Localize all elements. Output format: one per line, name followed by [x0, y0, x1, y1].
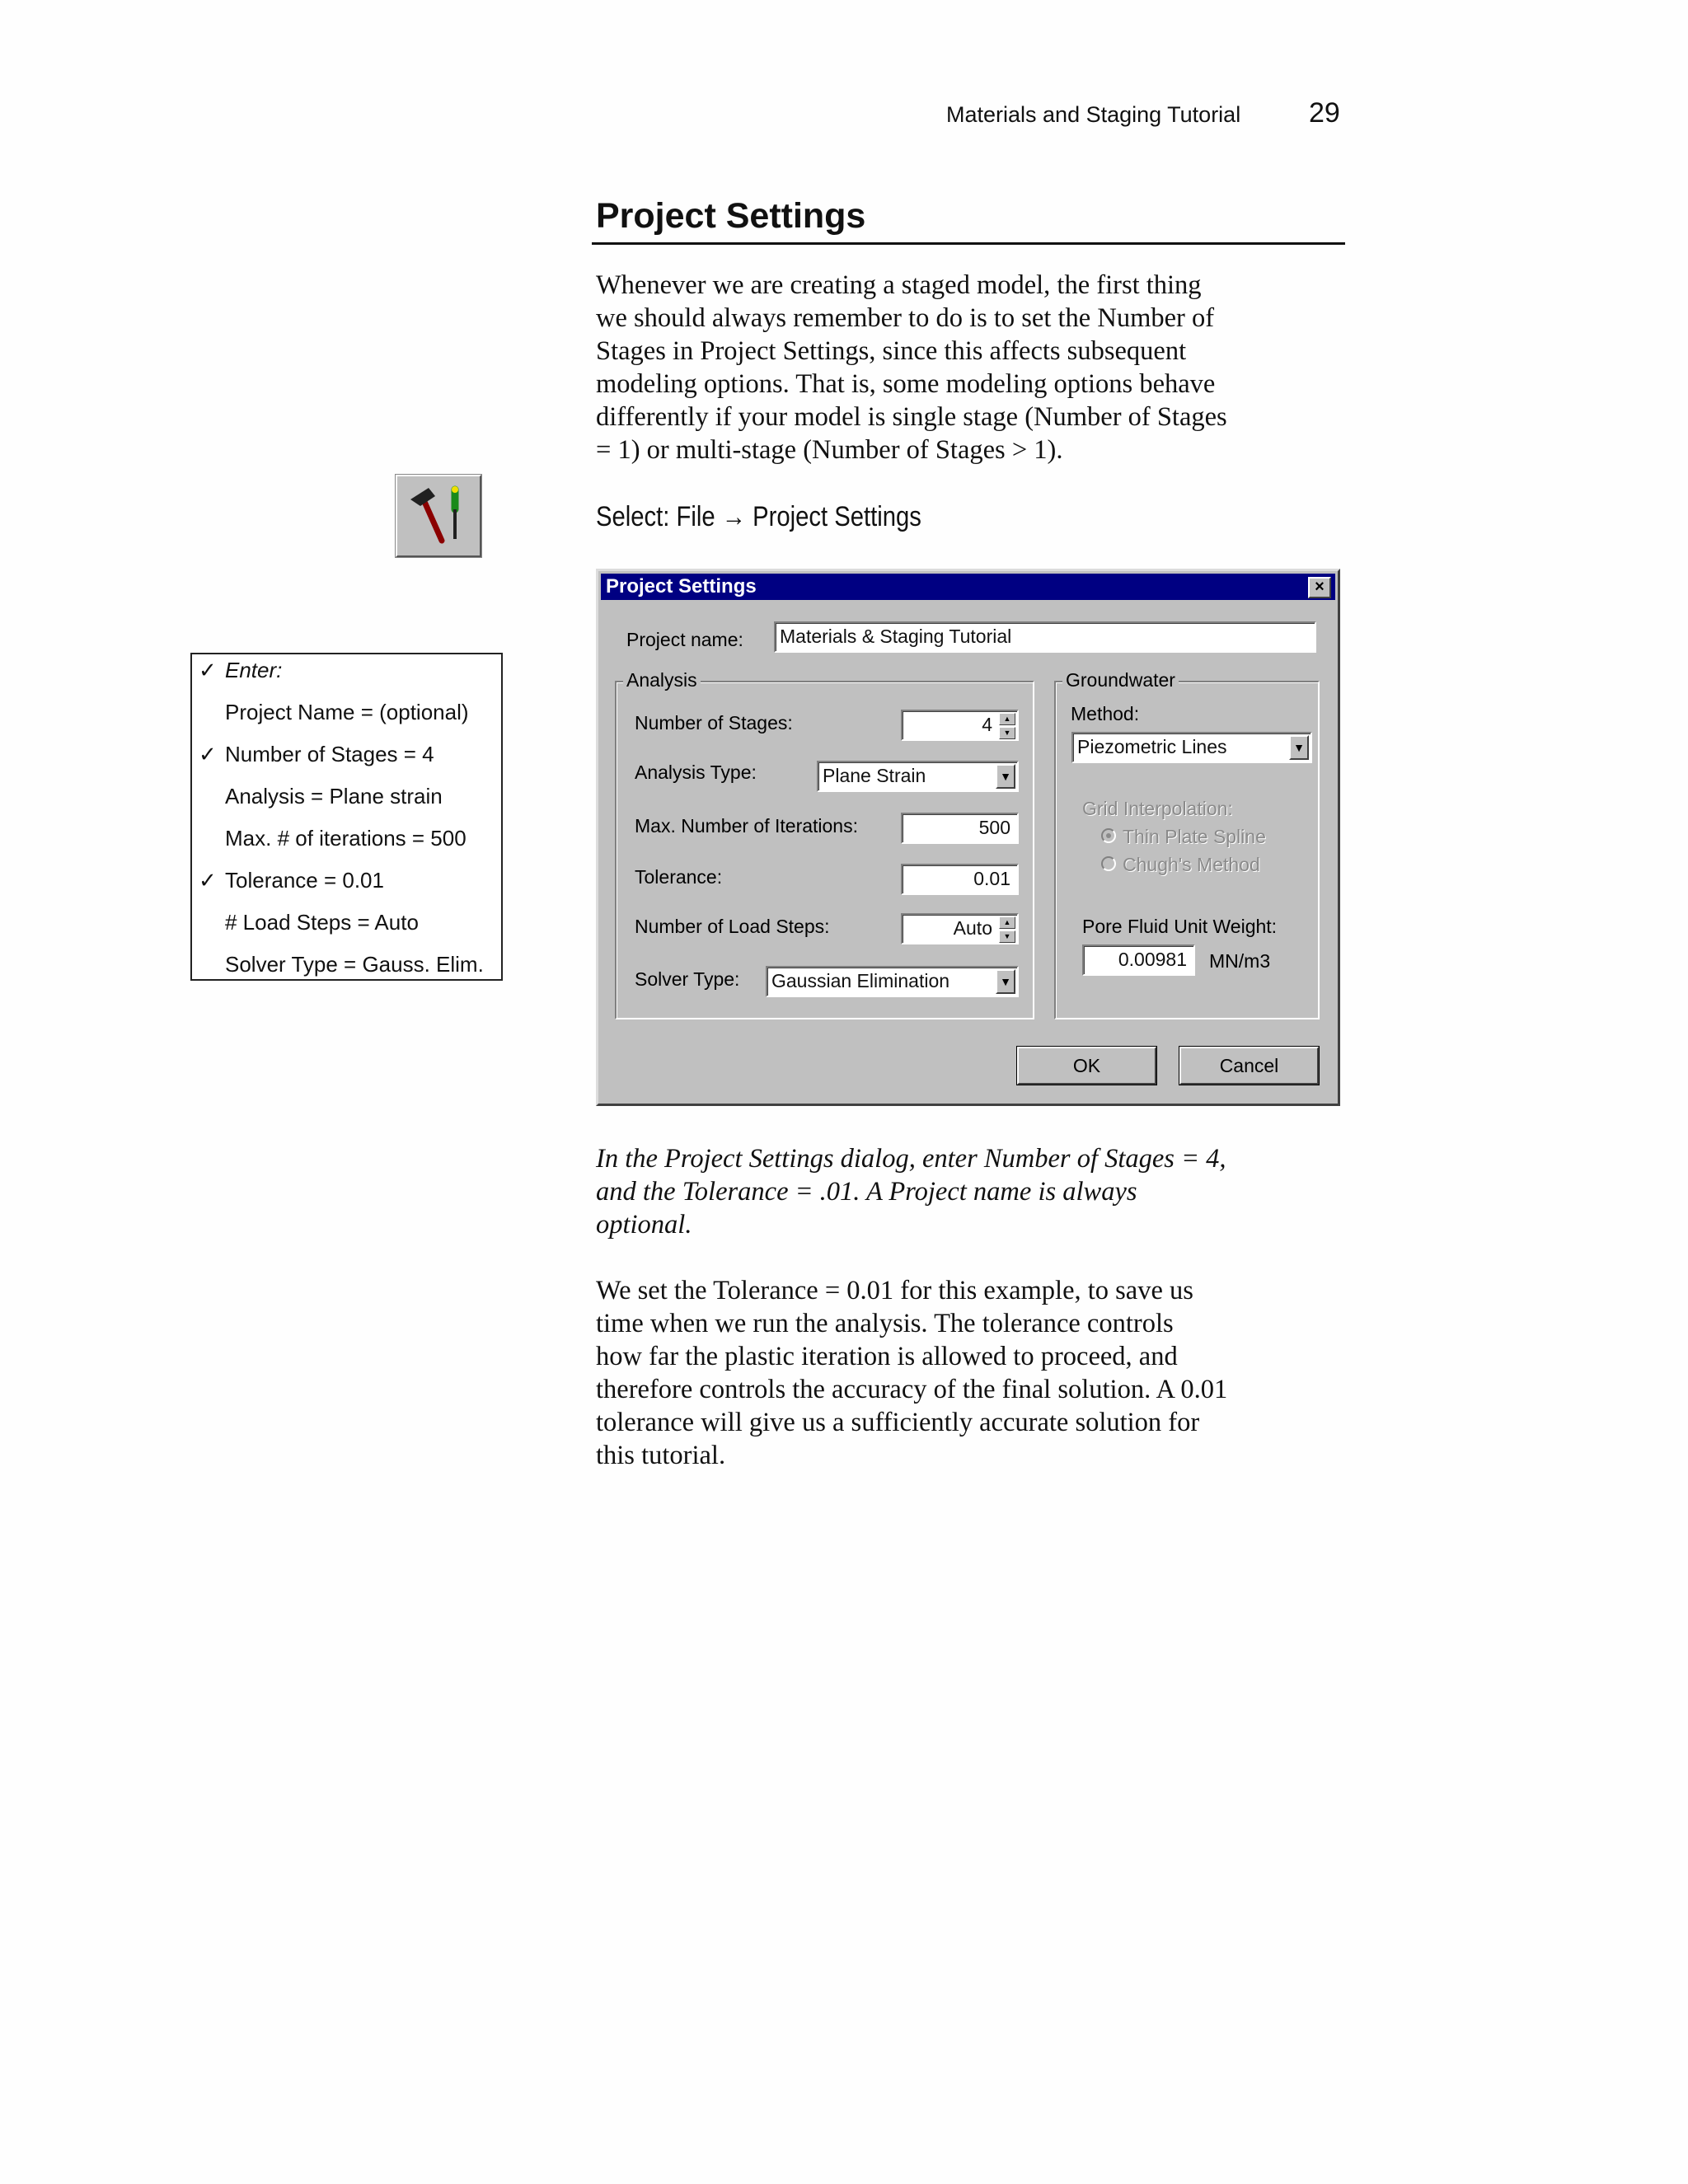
- chevron-down-icon[interactable]: ▼: [1289, 735, 1309, 760]
- paragraph-line: this tutorial.: [596, 1441, 726, 1470]
- checkmark-icon: ✓: [199, 868, 217, 893]
- max-iterations-field[interactable]: 500: [901, 813, 1019, 844]
- pore-fluid-label: Pore Fluid Unit Weight:: [1082, 916, 1278, 937]
- groundwater-group-title: Groundwater: [1062, 669, 1179, 691]
- project-name-field[interactable]: Materials & Staging Tutorial: [774, 621, 1316, 653]
- ok-button[interactable]: OK: [1017, 1047, 1156, 1085]
- select-instruction: Select: File → Project Settings: [596, 501, 921, 532]
- max-iterations-label: Max. Number of Iterations:: [635, 815, 858, 837]
- solver-type-select[interactable]: Gaussian Elimination ▼: [766, 966, 1019, 997]
- analysis-type-select[interactable]: Plane Strain ▼: [817, 761, 1019, 792]
- load-steps-label: Number of Load Steps:: [635, 916, 830, 937]
- num-stages-spinner[interactable]: ▲ ▼: [999, 713, 1015, 738]
- caption-line: and the Tolerance = .01. A Project name is always: [596, 1177, 1137, 1207]
- paragraph-line: how far the plastic iteration is allowed to proceed, and: [596, 1342, 1178, 1371]
- intro-paragraph: [596, 269, 1338, 466]
- paragraph-line: time when we run the analysis. The tolerance controls: [596, 1309, 1174, 1338]
- grid-interpolation-label: Grid Interpolation:: [1082, 798, 1233, 819]
- project-settings-dialog: [596, 569, 1340, 1106]
- close-button[interactable]: ×: [1308, 577, 1331, 598]
- load-steps-field[interactable]: Auto ▲ ▼: [901, 913, 1019, 944]
- cancel-button[interactable]: Cancel: [1179, 1047, 1319, 1085]
- analysis-group-title: Analysis: [623, 669, 701, 691]
- tolerance-field[interactable]: 0.01: [901, 864, 1019, 895]
- running-header-title: Materials and Staging Tutorial: [946, 102, 1241, 127]
- load-steps-spinner[interactable]: ▲ ▼: [999, 916, 1015, 941]
- pore-fluid-field[interactable]: 0.00981: [1082, 944, 1195, 976]
- intro-line: we should always remember to do is to set the Number of: [596, 303, 1215, 333]
- thin-plate-spline-label: Thin Plate Spline: [1123, 826, 1266, 847]
- project-settings-icon[interactable]: [396, 475, 481, 557]
- method-select[interactable]: Piezometric Lines ▼: [1071, 732, 1312, 763]
- chughs-method-radio[interactable]: [1101, 856, 1116, 871]
- checkmark-icon: ✓: [199, 658, 217, 682]
- page-number: 29: [1309, 97, 1340, 129]
- thin-plate-spline-radio[interactable]: [1101, 828, 1116, 843]
- dialog-title: Project Settings: [606, 575, 757, 598]
- paragraph-line: We set the Tolerance = 0.01 for this example, to save us: [596, 1276, 1193, 1305]
- chughs-method-label: Chugh's Method: [1123, 854, 1260, 875]
- dialog-caption: [596, 1142, 1338, 1241]
- analysis-type-label: Analysis Type:: [635, 762, 757, 783]
- section-divider: [592, 242, 1345, 245]
- section-title: Project Settings: [596, 196, 866, 236]
- chevron-down-icon[interactable]: ▼: [996, 969, 1015, 994]
- checkmark-icon: ✓: [199, 742, 217, 766]
- intro-line: Whenever we are creating a staged model, the first thing: [596, 270, 1202, 300]
- input-checklist: ✓ Enter: Project Name = (optional) ✓ Number of Stages = 4 Analysis = Plane strain Max. # of iterations = 500 ✓ Tolerance = 0.01 # Load Steps = Auto Solver Type = Gauss. Elim.: [190, 653, 503, 981]
- paragraph-line: tolerance will give us a sufficiently accurate solution for: [596, 1408, 1200, 1437]
- method-label: Method:: [1071, 703, 1140, 724]
- chevron-down-icon[interactable]: ▼: [996, 764, 1015, 789]
- intro-line: = 1) or multi-stage (Number of Stages > 1).: [596, 435, 1063, 465]
- solver-type-label: Solver Type:: [635, 968, 740, 990]
- checklist-enter-label: Enter:: [225, 658, 283, 682]
- num-stages-label: Number of Stages:: [635, 712, 793, 733]
- paragraph-line: therefore controls the accuracy of the final solution. A 0.01: [596, 1375, 1228, 1404]
- dialog-titlebar: [601, 574, 1335, 600]
- project-name-label: Project name:: [626, 629, 743, 650]
- intro-line: differently if your model is single stage (Number of Stages: [596, 402, 1227, 432]
- caption-line: optional.: [596, 1210, 692, 1240]
- intro-line: Stages in Project Settings, since this affects subsequent: [596, 336, 1187, 366]
- tolerance-label: Tolerance:: [635, 866, 723, 888]
- tolerance-paragraph: [596, 1274, 1338, 1472]
- pore-fluid-unit: MN/m3: [1209, 950, 1271, 972]
- num-stages-field[interactable]: 4 ▲ ▼: [901, 710, 1019, 741]
- caption-line: In the Project Settings dialog, enter Number of Stages = 4,: [596, 1144, 1226, 1174]
- intro-line: modeling options. That is, some modeling options behave: [596, 369, 1216, 399]
